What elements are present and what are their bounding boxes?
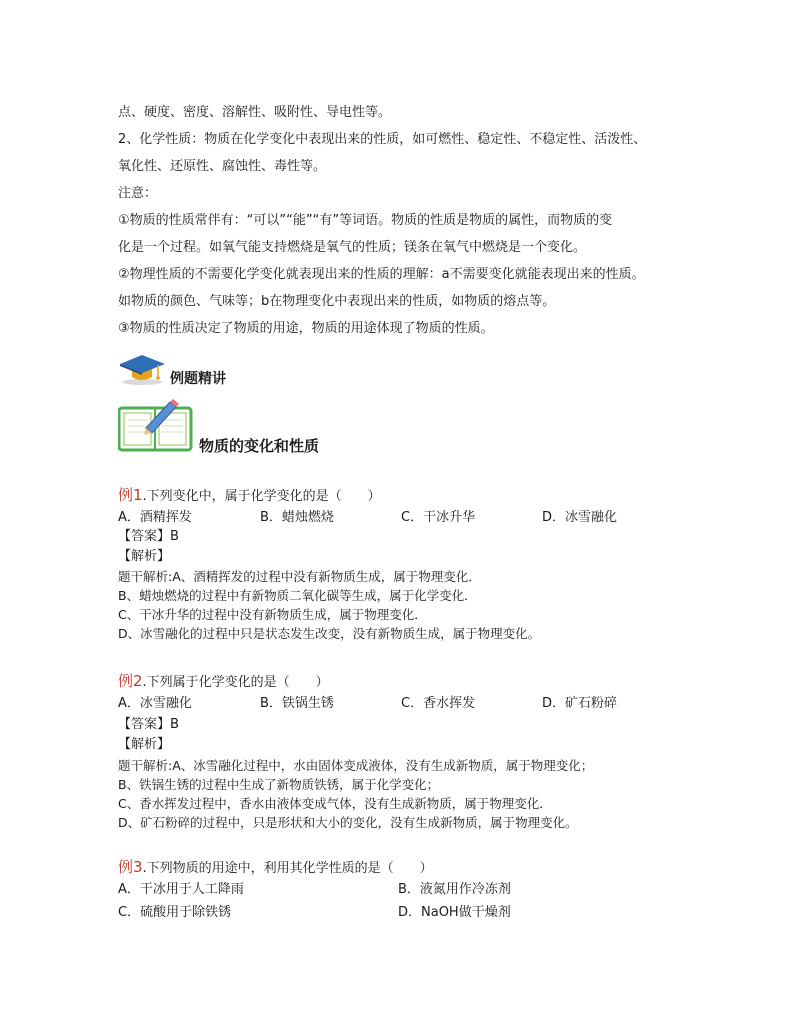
example-2-options <box>118 695 718 713</box>
analysis-line: B、铁锅生锈的过程中生成了新物质铁锈，属于化学变化； <box>118 777 440 792</box>
note-label: 注意： <box>118 186 158 201</box>
intro-line-2: 2、化学性质：物质在化学变化中表现出来的性质，如可燃性、稳定性、不稳定性、活泼性、 <box>118 132 647 147</box>
note-2b: 如物质的颜色、气味等；b在物理变化中表现出来的性质，如物质的熔点等。 <box>118 294 556 309</box>
example-stem: .下列变化中，属于化学变化的是（ ） <box>142 489 381 504</box>
example-number: 例2 <box>118 672 143 690</box>
analysis-line: 题干解析:A、冰雪融化过程中，水由固体变成液体，没有生成新物质，属于物理变化； <box>118 758 594 773</box>
intro-line-1: 点、硬度、密度、溶解性、吸附性、导电性等。 <box>118 105 392 120</box>
graduation-cap-icon <box>118 352 168 386</box>
note-2a: ②物理性质的不需要化学变化就表现出来的性质的理解：a不需要变化就能表现出来的性质。 <box>118 267 645 282</box>
option-c: C．硫酸用于除铁锈 <box>118 905 232 920</box>
analysis-line: D、矿石粉碎的过程中，只是形状和大小的变化，没有生成新物质，属于物理变化。 <box>118 815 578 830</box>
book-pencil-icon <box>118 398 194 452</box>
note-1b: 化是一个过程。如氧气能支持燃烧是氧气的性质；镁条在氧气中燃烧是一个变化。 <box>118 240 587 255</box>
example-number: 例1 <box>118 486 143 504</box>
example-2-question <box>118 672 329 692</box>
analysis-line: C、干冰升华的过程中没有新物质生成，属于物理变化． <box>118 607 427 622</box>
example-3-question <box>118 858 433 878</box>
option-b: B．蜡烛燃烧 <box>260 510 334 525</box>
example-number: 例3 <box>118 858 143 876</box>
option-a: A．干冰用于人工降雨 <box>118 882 244 897</box>
section-title-examples: 例题精讲 <box>170 371 226 387</box>
note-1a: ①物质的性质常伴有：“可以”“能”“有”等词语。物质的性质是物质的属性，而物质的变 <box>118 213 613 228</box>
option-d: D．冰雪融化 <box>542 510 618 525</box>
example-1-answer: 【答案】B <box>118 529 179 544</box>
note-3: ③物质的性质决定了物质的用途，物质的用途体现了物质的性质。 <box>118 321 494 336</box>
analysis-line: 题干解析:A、酒精挥发的过程中没有新物质生成，属于物理变化． <box>118 569 481 584</box>
analysis-line: D、冰雪融化的过程中只是状态发生改变，没有新物质生成，属于物理变化。 <box>118 626 541 641</box>
example-3-options-row-2 <box>118 904 678 922</box>
analysis-line: C、香水挥发过程中，香水由液体变成气体，没有生成新物质，属于物理变化． <box>118 796 552 811</box>
example-1-analysis-label: 【解析】 <box>118 549 171 564</box>
option-c: C．香水挥发 <box>401 696 476 711</box>
example-2-analysis-label: 【解析】 <box>118 737 171 752</box>
option-c: C．干冰升华 <box>401 510 476 525</box>
example-1-question <box>118 486 381 506</box>
example-2-answer: 【答案】B <box>118 717 179 732</box>
intro-line-3: 氧化性、还原性、腐蚀性、毒性等。 <box>118 159 327 174</box>
example-stem: .下列属于化学变化的是（ ） <box>142 675 329 690</box>
option-b: B．液氮用作冷冻剂 <box>398 882 511 897</box>
option-d: D．NaOH做干燥剂 <box>398 905 511 920</box>
example-stem: .下列物质的用途中，利用其化学性质的是（ ） <box>142 861 433 876</box>
option-a: A．冰雪融化 <box>118 696 192 711</box>
section-title-topic: 物质的变化和性质 <box>199 437 320 455</box>
example-3-options-row-1 <box>118 881 678 899</box>
analysis-line: B、蜡烛燃烧的过程中有新物质二氧化碳等生成，属于化学变化． <box>118 588 477 603</box>
option-a: A．酒精挥发 <box>118 510 192 525</box>
option-d: D．矿石粉碎 <box>542 696 618 711</box>
example-1-options <box>118 509 718 527</box>
option-b: B．铁锅生锈 <box>260 696 334 711</box>
